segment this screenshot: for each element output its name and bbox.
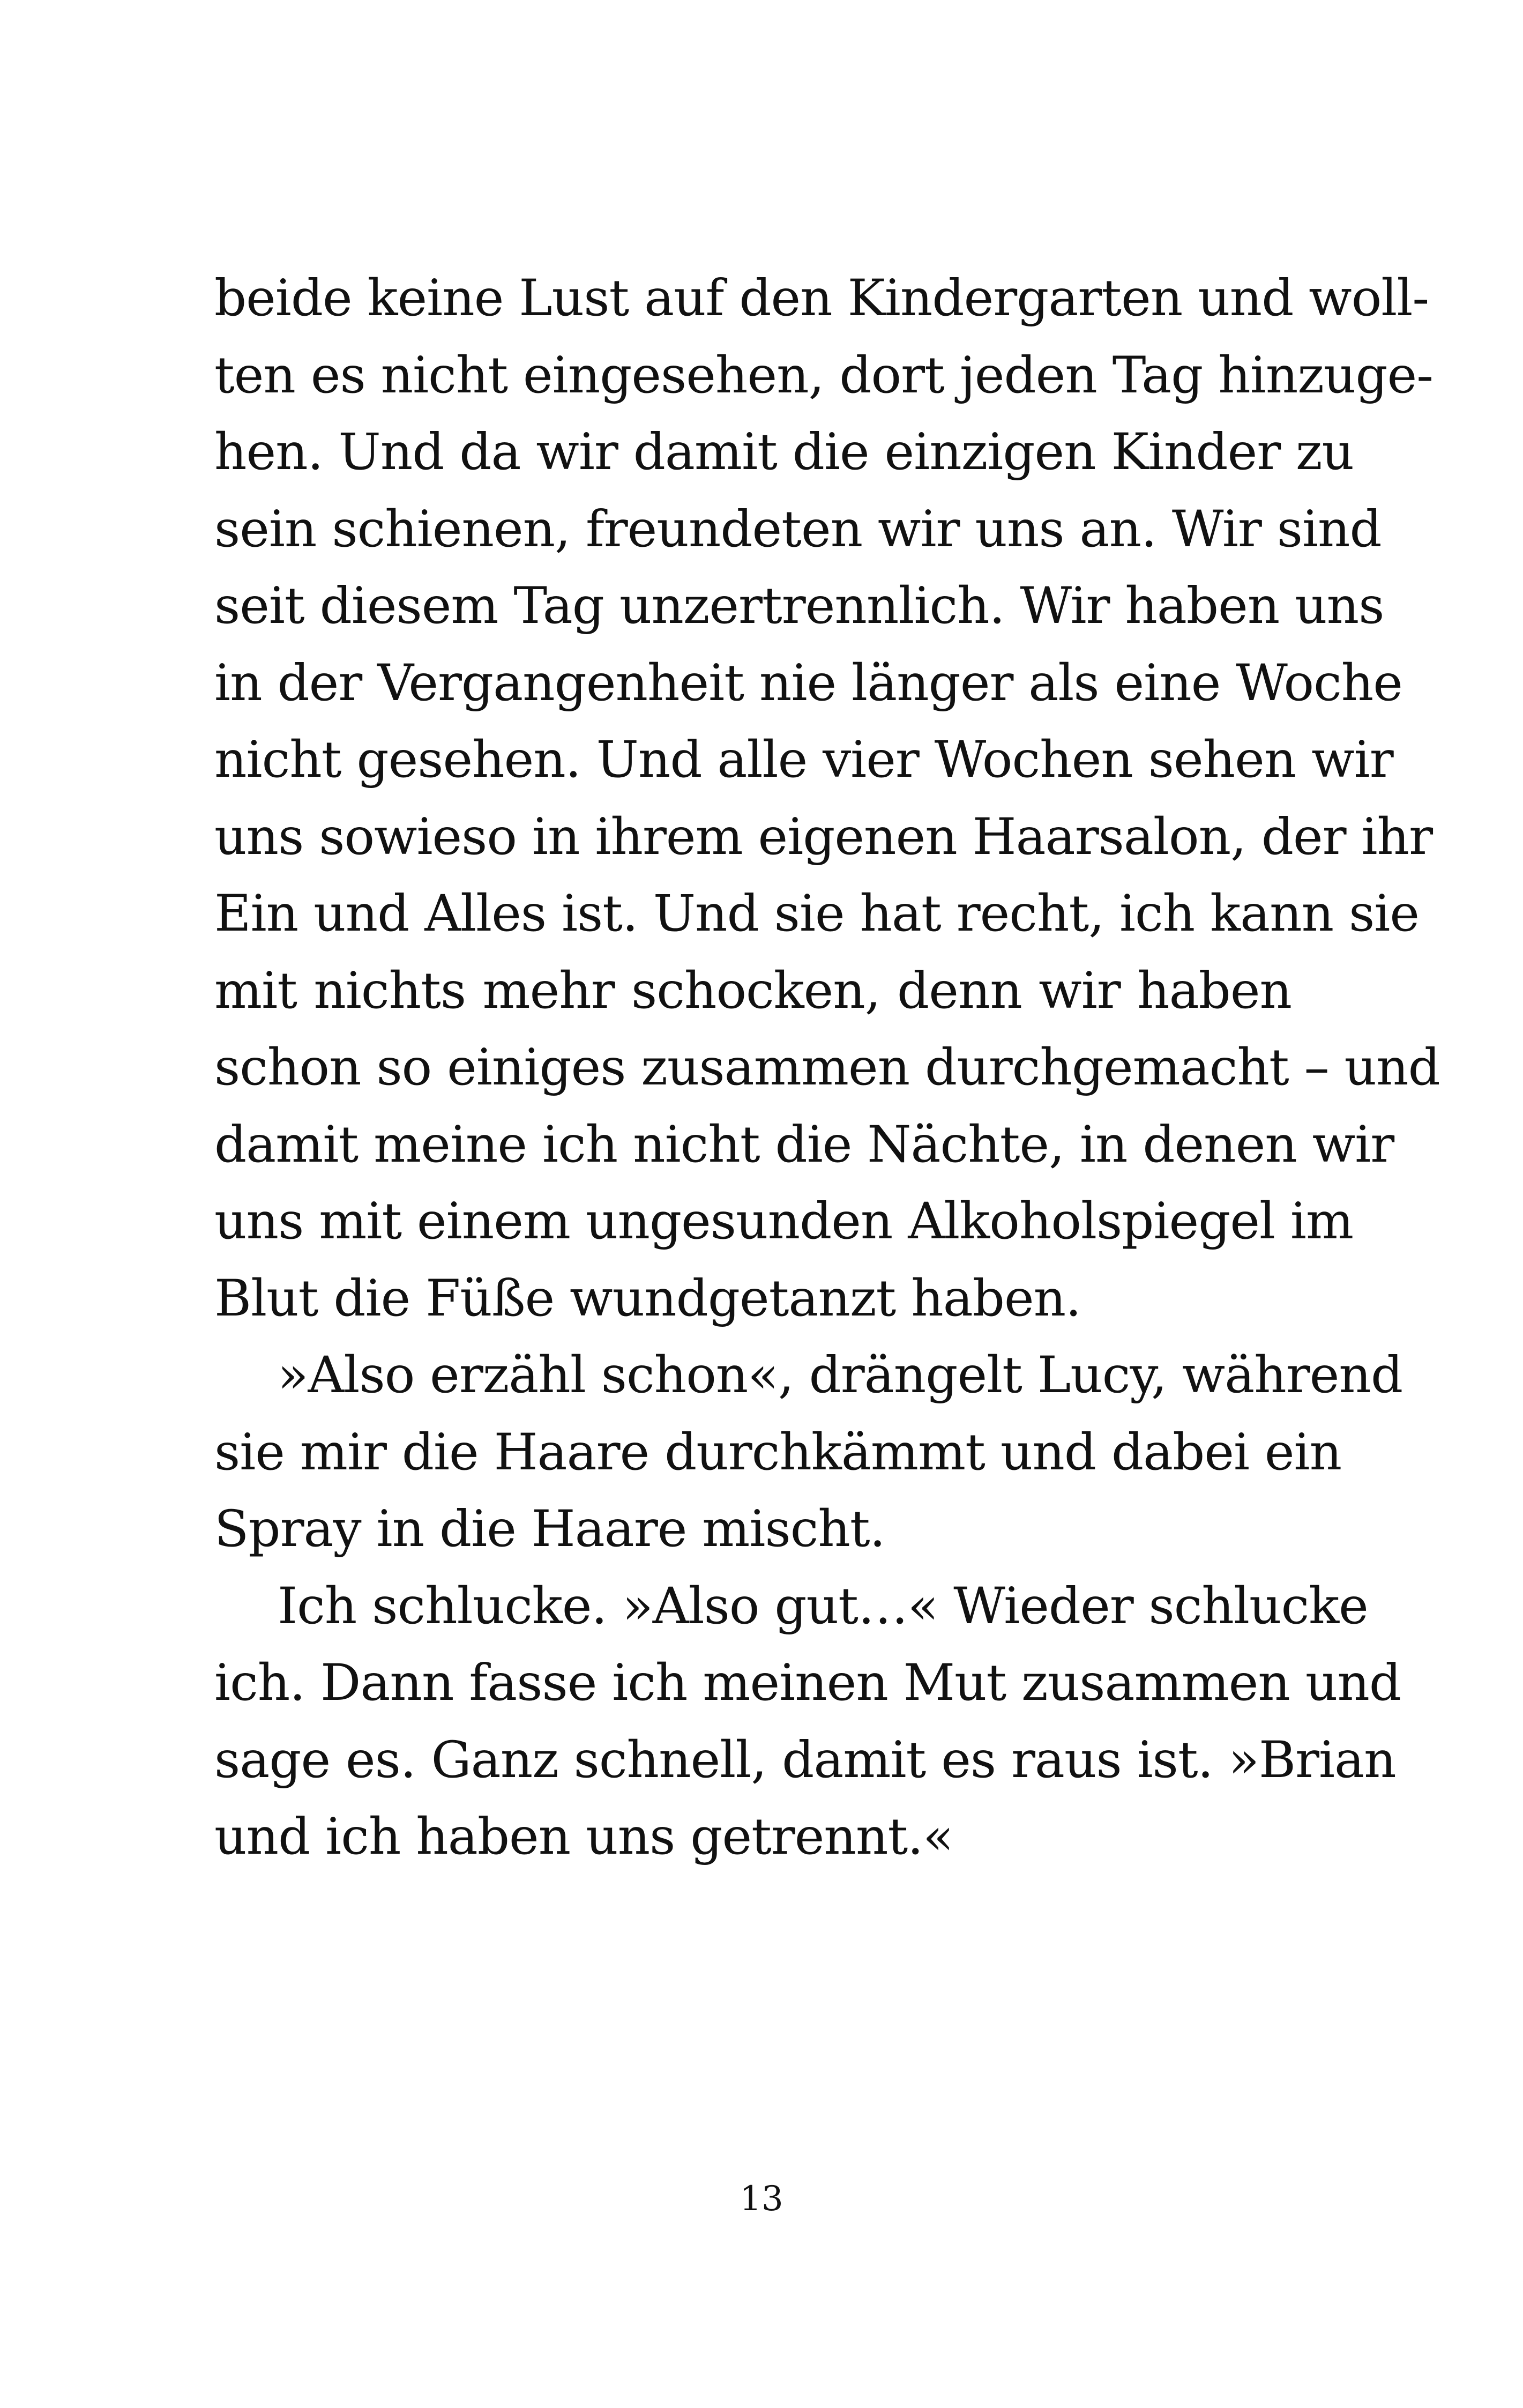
text-line: mit nichts mehr schocken, denn wir haben (214, 961, 1291, 1020)
body-text (214, 260, 1440, 1876)
text-line: und ich haben uns getrennt.« (214, 1808, 953, 1866)
page-number: 13 (740, 2179, 783, 2219)
text-line: »Also erzähl schon«, drängelt Lucy, während (278, 1346, 1403, 1404)
text-line: beide keine Lust auf den Kindergarten und woll- (214, 269, 1429, 328)
text-line: Blut die Füße wundgetanzt haben. (214, 1269, 1081, 1328)
text-line: sie mir die Haare durchkämmt und dabei ein (214, 1423, 1342, 1482)
text-line: seit diesem Tag unzertrennlich. Wir haben uns (214, 577, 1384, 635)
text-line: ten es nicht eingesehen, dort jeden Tag hinzuge- (214, 346, 1434, 405)
text-line: sage es. Ganz schnell, damit es raus ist. »Brian (214, 1730, 1396, 1789)
text-line: nicht gesehen. Und alle vier Wochen sehen wir (214, 731, 1393, 789)
text-line: in der Vergangenheit nie länger als eine Woche (214, 653, 1402, 712)
text-line: ich. Dann fasse ich meinen Mut zusammen und (214, 1654, 1401, 1712)
text-line: schon so einiges zusammen durchgemacht – und (214, 1038, 1440, 1097)
text-line: uns sowieso in ihrem eigenen Haarsalon, der ihr (214, 807, 1433, 866)
text-line: uns mit einem ungesunden Alkoholspiegel im (214, 1192, 1354, 1251)
text-line: hen. Und da wir damit die einzigen Kinder zu (214, 423, 1354, 481)
text-line: Spray in die Haare mischt. (214, 1500, 885, 1558)
text-line: damit meine ich nicht die Nächte, in denen wir (214, 1115, 1394, 1174)
text-line: sein schienen, freundeten wir uns an. Wir sind (214, 500, 1382, 559)
text-line: Ein und Alles ist. Und sie hat recht, ich kann sie (214, 885, 1419, 943)
text-line: Ich schlucke. »Also gut…« Wieder schlucke (278, 1577, 1368, 1636)
